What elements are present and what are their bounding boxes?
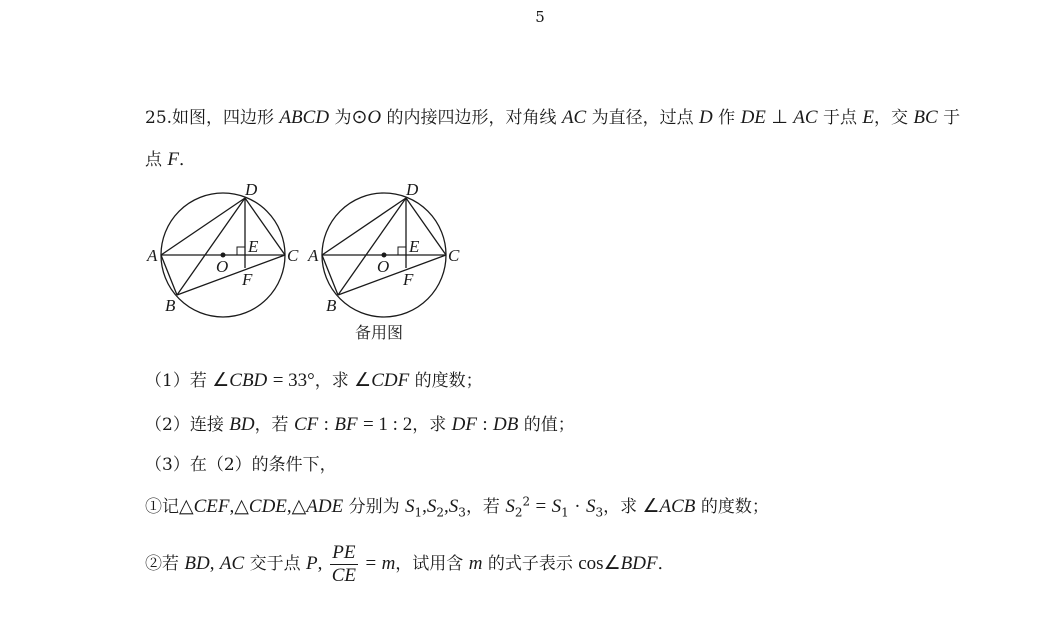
svg-text:D: D xyxy=(406,180,419,199)
page-number: 5 xyxy=(535,8,545,26)
svg-text:B: B xyxy=(326,296,337,315)
question-3a: ①记△CEF,△CDE,△ADE 分别为 $S_1,S_2,S_3$，若 $S_2^2 = S_1 \cdot S_3$，求 ∠ACB 的度数； xyxy=(145,494,769,520)
question-1: （1）若 ∠CBD = 33°，求 ∠CDF 的度数； xyxy=(145,370,483,391)
label-D: D xyxy=(245,180,258,199)
question-2: （2）连接 BD，若 CF : BF = 1 : 2，求 DF : DB 的值； xyxy=(145,414,575,435)
geometry-figure-spare xyxy=(306,175,466,325)
fraction-pe-ce: $\frac{PE}{CE}$ xyxy=(331,542,357,586)
question-3: （3）在（2）的条件下， xyxy=(145,455,337,475)
label-E: E xyxy=(248,237,259,256)
svg-text:E: E xyxy=(409,237,420,256)
geometry-figure-main xyxy=(145,175,305,325)
svg-text:O: O xyxy=(377,257,390,276)
figure-caption: 备用图 xyxy=(355,323,404,342)
label-O: O xyxy=(216,257,229,276)
label-B: B xyxy=(165,296,176,315)
problem-statement-cont: 点 F． xyxy=(145,149,197,170)
svg-text:C: C xyxy=(448,246,460,265)
label-A: A xyxy=(147,246,158,265)
svg-text:A: A xyxy=(308,246,319,265)
svg-text:F: F xyxy=(403,270,414,289)
problem-statement: 25.如图，四边形 ABCD 为⊙O 的内接四边形，对角线 AC 为直径，过点 D 作 DE ⊥ AC 于点 E，交 BC 于 xyxy=(145,107,961,128)
question-3b: ②若 BD, AC 交于点 P, $\frac{PE}{CE}$ = m，试用含 m 的式子表示 cos∠BDF． xyxy=(145,542,675,586)
label-F: F xyxy=(242,270,253,289)
label-C: C xyxy=(287,246,299,265)
